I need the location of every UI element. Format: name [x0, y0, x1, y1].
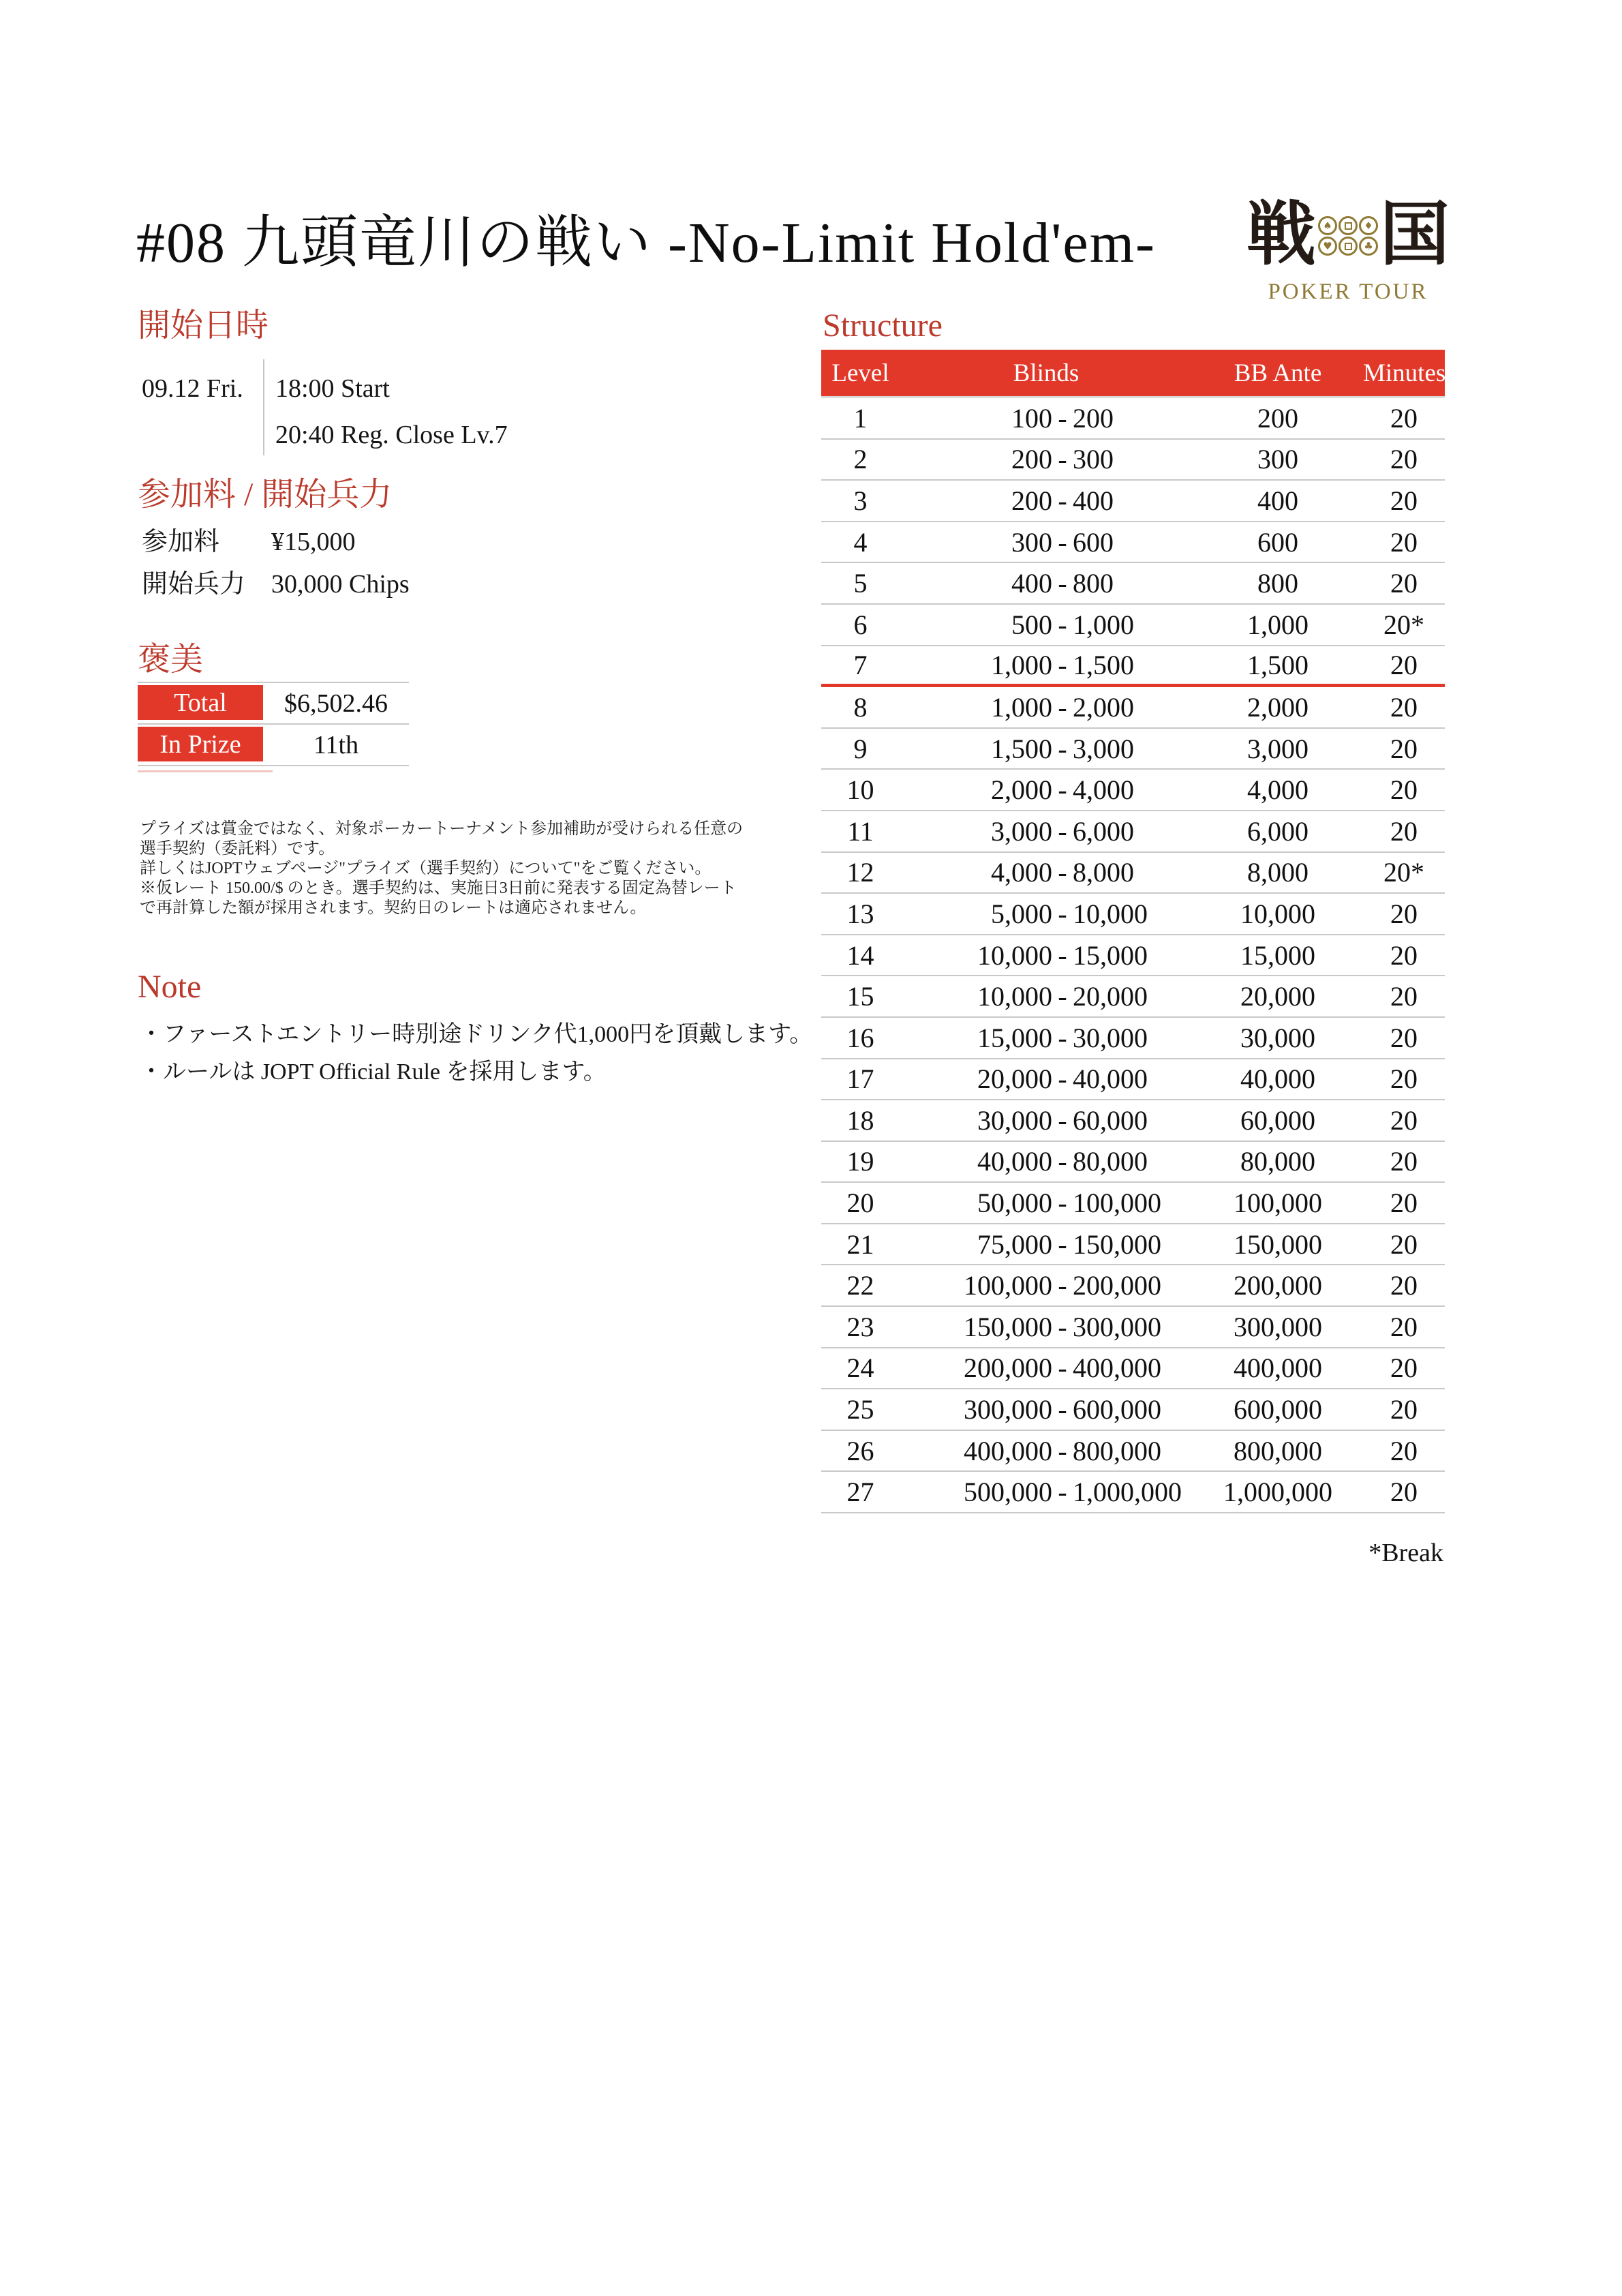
minutes-cell: 20	[1390, 1270, 1418, 1301]
minutes-cell: 20	[1390, 939, 1418, 971]
level-cell: 10	[846, 774, 874, 806]
coin-icon	[1338, 237, 1358, 256]
structure-row	[821, 770, 1445, 811]
blinds-cell	[900, 1145, 1193, 1177]
structure-row	[821, 935, 1445, 977]
level-cell: 7	[853, 649, 868, 680]
structure-row	[821, 1224, 1445, 1266]
bb-ante-cell: 200,000	[1234, 1270, 1322, 1301]
minutes-cell: 20*	[1383, 857, 1424, 888]
level-cell: 16	[846, 1022, 874, 1053]
blinds-cell	[900, 774, 1193, 806]
bb-ante-cell: 100,000	[1234, 1188, 1322, 1219]
minutes-cell: 20	[1390, 1311, 1418, 1342]
entry-label: 参加料	[142, 528, 220, 556]
level-cell: 27	[846, 1477, 874, 1508]
blinds-dash: -	[1058, 1477, 1067, 1508]
blinds-cell	[900, 691, 1193, 723]
section-heading-schedule: 開始日時	[138, 307, 269, 344]
structure-row	[821, 1472, 1445, 1513]
note-item: ・ルールは JOPT Official Rule を採用します。	[140, 1059, 607, 1085]
level-cell: 12	[846, 857, 874, 888]
level-cell: 1	[853, 402, 868, 434]
disclaimer-line: 詳しくはJOPTウェブページ"プライズ（選手契約）について"をご覧ください。	[140, 860, 711, 877]
schedule-divider	[263, 359, 264, 455]
disclaimer-line: 選手契約（委託料）です。	[140, 840, 335, 858]
blinds-big-blind: 6,000	[1073, 815, 1134, 847]
bb-ante-cell: 800,000	[1234, 1435, 1322, 1466]
prize-label: Total	[138, 685, 263, 720]
blinds-big-blind: 60,000	[1073, 1104, 1148, 1136]
schedule-time-regclose: 20:40 Reg. Close Lv.7	[275, 421, 508, 449]
blinds-dash: -	[1058, 1022, 1067, 1053]
blinds-big-blind: 40,000	[1073, 1063, 1148, 1095]
column-header-minutes: Minutes	[1363, 359, 1446, 387]
blinds-big-blind: 3,000	[1073, 733, 1134, 764]
level-cell: 23	[846, 1311, 874, 1342]
blinds-big-blind: 200	[1073, 402, 1114, 434]
blinds-dash: -	[1058, 733, 1067, 764]
logo-kanji-sen: 戦	[1246, 197, 1316, 274]
blinds-big-blind: 30,000	[1073, 1022, 1148, 1053]
prize-row	[138, 725, 409, 766]
blinds-small-blind: 20,000	[977, 1063, 1052, 1095]
bb-ante-cell: 80,000	[1240, 1146, 1315, 1177]
blinds-big-blind: 2,000	[1073, 691, 1134, 723]
bb-ante-cell: 6,000	[1247, 815, 1309, 847]
minutes-cell: 20	[1390, 981, 1418, 1012]
blinds-small-blind: 1,500	[991, 733, 1052, 764]
heart-icon: ♥	[1318, 237, 1337, 256]
prize-value: 11th	[313, 730, 359, 759]
blinds-dash: -	[1058, 981, 1067, 1012]
entry-row	[142, 521, 410, 563]
disclaimer-line: で再計算した額が採用されます。契約日のレートは適応されません。	[140, 899, 647, 917]
blinds-small-blind: 30,000	[977, 1104, 1052, 1136]
blinds-cell	[900, 1269, 1193, 1301]
blinds-small-blind: 500	[1011, 609, 1052, 640]
structure-header-row	[821, 350, 1445, 396]
blinds-dash: -	[1058, 402, 1067, 434]
schedule-times	[275, 365, 508, 458]
blinds-dash: -	[1058, 815, 1067, 847]
blinds-big-blind: 10,000	[1073, 898, 1148, 929]
blinds-cell	[900, 898, 1193, 930]
blinds-small-blind: 3,000	[991, 815, 1052, 847]
prize-label: In Prize	[138, 727, 263, 761]
minutes-cell: 20	[1390, 1228, 1418, 1260]
blinds-small-blind: 100	[1011, 402, 1052, 434]
coin-icon	[1338, 216, 1358, 235]
blinds-dash: -	[1058, 526, 1067, 558]
blinds-dash: -	[1058, 1104, 1067, 1136]
blinds-small-blind: 75,000	[977, 1228, 1052, 1260]
schedule-time-start: 18:00 Start	[275, 374, 390, 403]
bb-ante-cell: 20,000	[1240, 981, 1315, 1012]
blinds-big-blind: 20,000	[1073, 981, 1148, 1012]
entry-label: 開始兵力	[142, 570, 246, 599]
section-heading-entry: 参加料 / 開始兵力	[138, 477, 393, 513]
blinds-cell	[900, 1311, 1193, 1343]
structure-row	[821, 1059, 1445, 1101]
structure-row	[821, 894, 1445, 935]
blinds-cell	[900, 485, 1193, 517]
blinds-big-blind: 150,000	[1073, 1228, 1161, 1260]
blinds-dash: -	[1058, 1228, 1067, 1260]
blinds-cell	[900, 1228, 1193, 1260]
blinds-small-blind: 40,000	[977, 1146, 1052, 1177]
blinds-cell	[900, 856, 1193, 888]
blinds-small-blind: 300	[1011, 526, 1052, 558]
column-header-bb-ante: BB Ante	[1234, 359, 1322, 387]
structure-row	[821, 1018, 1445, 1059]
blinds-small-blind: 200	[1011, 444, 1052, 475]
bb-ante-cell: 15,000	[1240, 939, 1315, 971]
blinds-big-blind: 8,000	[1073, 857, 1134, 888]
structure-row	[821, 646, 1445, 688]
blinds-dash: -	[1058, 1188, 1067, 1219]
blinds-cell	[900, 609, 1193, 641]
column-header-level: Level	[831, 359, 889, 387]
minutes-cell: 20	[1390, 1063, 1418, 1095]
spade-icon: ♠	[1318, 216, 1337, 235]
logo-kanji-koku: 国	[1380, 197, 1450, 274]
blinds-dash: -	[1058, 1311, 1067, 1342]
structure-row	[821, 1431, 1445, 1472]
blinds-small-blind: 400,000	[964, 1435, 1052, 1466]
bb-ante-cell: 300,000	[1234, 1311, 1322, 1342]
blinds-dash: -	[1058, 1146, 1067, 1177]
bb-ante-cell: 2,000	[1247, 691, 1309, 723]
level-cell: 8	[853, 691, 868, 723]
level-cell: 4	[853, 526, 868, 558]
level-cell: 20	[846, 1188, 874, 1219]
structure-row	[821, 853, 1445, 894]
blinds-dash: -	[1058, 1435, 1067, 1466]
minutes-cell: 20	[1390, 733, 1418, 764]
blinds-dash: -	[1058, 691, 1067, 723]
bb-ante-cell: 1,500	[1247, 649, 1309, 680]
blinds-small-blind: 200,000	[964, 1353, 1052, 1384]
bb-ante-cell: 40,000	[1240, 1063, 1315, 1095]
level-cell: 21	[846, 1228, 874, 1260]
blinds-big-blind: 800	[1073, 568, 1114, 599]
blinds-big-blind: 15,000	[1073, 939, 1148, 971]
bb-ante-cell: 8,000	[1247, 857, 1309, 888]
blinds-cell	[900, 649, 1193, 681]
structure-row	[821, 729, 1445, 770]
bb-ante-cell: 30,000	[1240, 1022, 1315, 1053]
blinds-big-blind: 600	[1073, 526, 1114, 558]
blinds-dash: -	[1058, 609, 1067, 640]
minutes-cell: 20*	[1383, 609, 1424, 640]
structure-row	[821, 605, 1445, 646]
blinds-small-blind: 1,000	[991, 691, 1052, 723]
club-icon: ♣	[1359, 237, 1378, 256]
minutes-cell: 20	[1390, 815, 1418, 847]
blinds-dash: -	[1058, 939, 1067, 971]
logo-coins	[1318, 216, 1378, 256]
break-footnote: *Break	[1368, 1539, 1443, 1567]
level-cell: 3	[853, 485, 868, 516]
blinds-big-blind: 4,000	[1073, 774, 1134, 806]
blinds-dash: -	[1058, 1394, 1067, 1425]
bb-ante-cell: 200	[1257, 402, 1298, 434]
bb-ante-cell: 400	[1257, 485, 1298, 516]
blinds-dash: -	[1058, 1353, 1067, 1384]
blinds-dash: -	[1058, 774, 1067, 806]
bb-ante-cell: 3,000	[1247, 733, 1309, 764]
structure-row	[821, 1142, 1445, 1183]
blinds-cell	[900, 939, 1193, 971]
bb-ante-cell: 600,000	[1234, 1394, 1322, 1425]
blinds-small-blind: 10,000	[977, 981, 1052, 1012]
blinds-big-blind: 1,000	[1073, 609, 1134, 640]
blinds-cell	[900, 1104, 1193, 1136]
blinds-big-blind: 800,000	[1073, 1435, 1161, 1466]
bb-ante-cell: 600	[1257, 526, 1298, 558]
blinds-dash: -	[1058, 485, 1067, 516]
bb-ante-cell: 300	[1257, 444, 1298, 475]
level-cell: 19	[846, 1146, 874, 1177]
blinds-big-blind: 400,000	[1073, 1353, 1161, 1384]
structure-row	[821, 481, 1445, 522]
blinds-cell	[900, 526, 1193, 558]
blinds-small-blind: 500,000	[964, 1477, 1052, 1508]
section-heading-note: Note	[138, 969, 202, 1005]
poker-tour-logo	[1246, 195, 1450, 305]
level-cell: 11	[847, 815, 874, 847]
note-item: ・ファーストエントリー時別途ドリンク代1,000円を頂戴します。	[140, 1022, 813, 1047]
structure-row	[821, 1100, 1445, 1142]
level-cell: 24	[846, 1353, 874, 1384]
level-cell: 22	[846, 1270, 874, 1301]
entry-rows	[142, 521, 410, 605]
disclaimer-line: プライズは賞金ではなく、対象ポーカートーナメント参加補助が受けられる任意の	[140, 820, 744, 838]
structure-row	[821, 398, 1445, 440]
minutes-cell: 20	[1390, 1477, 1418, 1508]
blinds-small-blind: 50,000	[977, 1188, 1052, 1219]
structure-row	[821, 522, 1445, 564]
note-list	[140, 1016, 812, 1091]
structure-row	[821, 1389, 1445, 1431]
level-cell: 13	[846, 898, 874, 929]
prize-row	[138, 683, 409, 725]
minutes-cell: 20	[1390, 1022, 1418, 1053]
structure-row	[821, 1307, 1445, 1348]
logo-poker-tour-text: POKER TOUR	[1268, 280, 1428, 304]
minutes-cell: 20	[1390, 1353, 1418, 1384]
blinds-cell	[900, 1187, 1193, 1219]
bb-ante-cell: 1,000,000	[1223, 1477, 1332, 1508]
disclaimer-line: ※仮レート 150.00/$ のとき。選手契約は、実施日3日前に発表する固定為替レート	[140, 879, 737, 897]
structure-row	[821, 440, 1445, 481]
blinds-dash: -	[1058, 1063, 1067, 1095]
entry-row	[142, 563, 410, 605]
bb-ante-cell: 400,000	[1234, 1353, 1322, 1384]
minutes-cell: 20	[1390, 568, 1418, 599]
bb-ante-cell: 800	[1257, 568, 1298, 599]
blinds-big-blind: 100,000	[1073, 1188, 1161, 1219]
minutes-cell: 20	[1390, 898, 1418, 929]
blinds-dash: -	[1058, 1270, 1067, 1301]
level-cell: 18	[846, 1104, 874, 1136]
blinds-small-blind: 2,000	[991, 774, 1052, 806]
blinds-big-blind: 400	[1073, 485, 1114, 516]
structure-table-body	[821, 396, 1445, 1513]
structure-row	[821, 1348, 1445, 1390]
level-cell: 26	[846, 1435, 874, 1466]
blinds-cell	[900, 1476, 1193, 1508]
level-cell: 5	[853, 568, 868, 599]
blinds-cell	[900, 1022, 1193, 1054]
blinds-dash: -	[1058, 568, 1067, 599]
bb-ante-cell: 4,000	[1247, 774, 1309, 806]
section-heading-prize: 褒美	[138, 641, 204, 678]
column-header-blinds: Blinds	[1013, 359, 1080, 387]
section-heading-structure: Structure	[823, 307, 943, 344]
blinds-big-blind: 300,000	[1073, 1311, 1161, 1342]
minutes-cell: 20	[1390, 774, 1418, 806]
level-cell: 14	[846, 939, 874, 971]
blinds-dash: -	[1058, 649, 1067, 680]
bb-ante-cell: 150,000	[1234, 1228, 1322, 1260]
level-cell: 17	[846, 1063, 874, 1095]
structure-row	[821, 811, 1445, 853]
blinds-cell	[900, 567, 1193, 599]
prize-value: $6,502.46	[284, 689, 388, 718]
page-title: #08 九頭竜川の戦い -No-Limit Hold'em-	[136, 211, 1156, 275]
prize-disclaimer	[140, 819, 743, 918]
entry-value: ¥15,000	[271, 528, 356, 556]
minutes-cell: 20	[1390, 691, 1418, 723]
blinds-dash: -	[1058, 444, 1067, 475]
level-cell: 15	[846, 981, 874, 1012]
blinds-small-blind: 10,000	[977, 939, 1052, 971]
bb-ante-cell: 60,000	[1240, 1104, 1315, 1136]
prize-table	[138, 682, 409, 766]
minutes-cell: 20	[1390, 485, 1418, 516]
minutes-cell: 20	[1390, 649, 1418, 680]
blinds-small-blind: 5,000	[991, 898, 1052, 929]
minutes-cell: 20	[1390, 1435, 1418, 1466]
blinds-big-blind: 200,000	[1073, 1270, 1161, 1301]
blinds-big-blind: 600,000	[1073, 1394, 1161, 1425]
entry-value: 30,000 Chips	[271, 570, 410, 599]
blinds-big-blind: 300	[1073, 444, 1114, 475]
blinds-cell	[900, 443, 1193, 475]
blinds-dash: -	[1058, 898, 1067, 929]
structure-row	[821, 687, 1445, 729]
structure-row	[821, 1265, 1445, 1307]
blinds-small-blind: 200	[1011, 485, 1052, 516]
blinds-cell	[900, 1435, 1193, 1467]
blinds-cell	[900, 733, 1193, 765]
blinds-cell	[900, 815, 1193, 847]
blinds-big-blind: 80,000	[1073, 1146, 1148, 1177]
blinds-small-blind: 300,000	[964, 1394, 1052, 1425]
blinds-dash: -	[1058, 857, 1067, 888]
logo-row	[1246, 195, 1450, 277]
blinds-cell	[900, 402, 1193, 434]
blinds-small-blind: 100,000	[964, 1270, 1052, 1301]
schedule-date: 09.12 Fri.	[142, 374, 243, 403]
level-cell: 2	[853, 444, 868, 475]
blinds-small-blind: 400	[1011, 568, 1052, 599]
structure-row	[821, 976, 1445, 1018]
blinds-big-blind: 1,000,000	[1073, 1477, 1182, 1508]
diamond-icon: ♦	[1359, 216, 1378, 235]
blinds-cell	[900, 1352, 1193, 1384]
minutes-cell: 20	[1390, 1104, 1418, 1136]
blinds-big-blind: 1,500	[1073, 649, 1134, 680]
structure-row	[821, 563, 1445, 605]
blinds-cell	[900, 980, 1193, 1012]
minutes-cell: 20	[1390, 1146, 1418, 1177]
level-cell: 6	[853, 609, 868, 640]
blinds-small-blind: 4,000	[991, 857, 1052, 888]
level-cell: 9	[853, 733, 868, 764]
blinds-cell	[900, 1063, 1193, 1095]
blinds-small-blind: 150,000	[964, 1311, 1052, 1342]
minutes-cell: 20	[1390, 444, 1418, 475]
blinds-small-blind: 1,000	[991, 649, 1052, 680]
blinds-cell	[900, 1393, 1193, 1425]
structure-row	[821, 1183, 1445, 1224]
bb-ante-cell: 10,000	[1240, 898, 1315, 929]
blinds-small-blind: 15,000	[977, 1022, 1052, 1053]
minutes-cell: 20	[1390, 1394, 1418, 1425]
bb-ante-cell: 1,000	[1247, 609, 1309, 640]
level-cell: 25	[846, 1394, 874, 1425]
minutes-cell: 20	[1390, 526, 1418, 558]
minutes-cell: 20	[1390, 402, 1418, 434]
minutes-cell: 20	[1390, 1188, 1418, 1219]
